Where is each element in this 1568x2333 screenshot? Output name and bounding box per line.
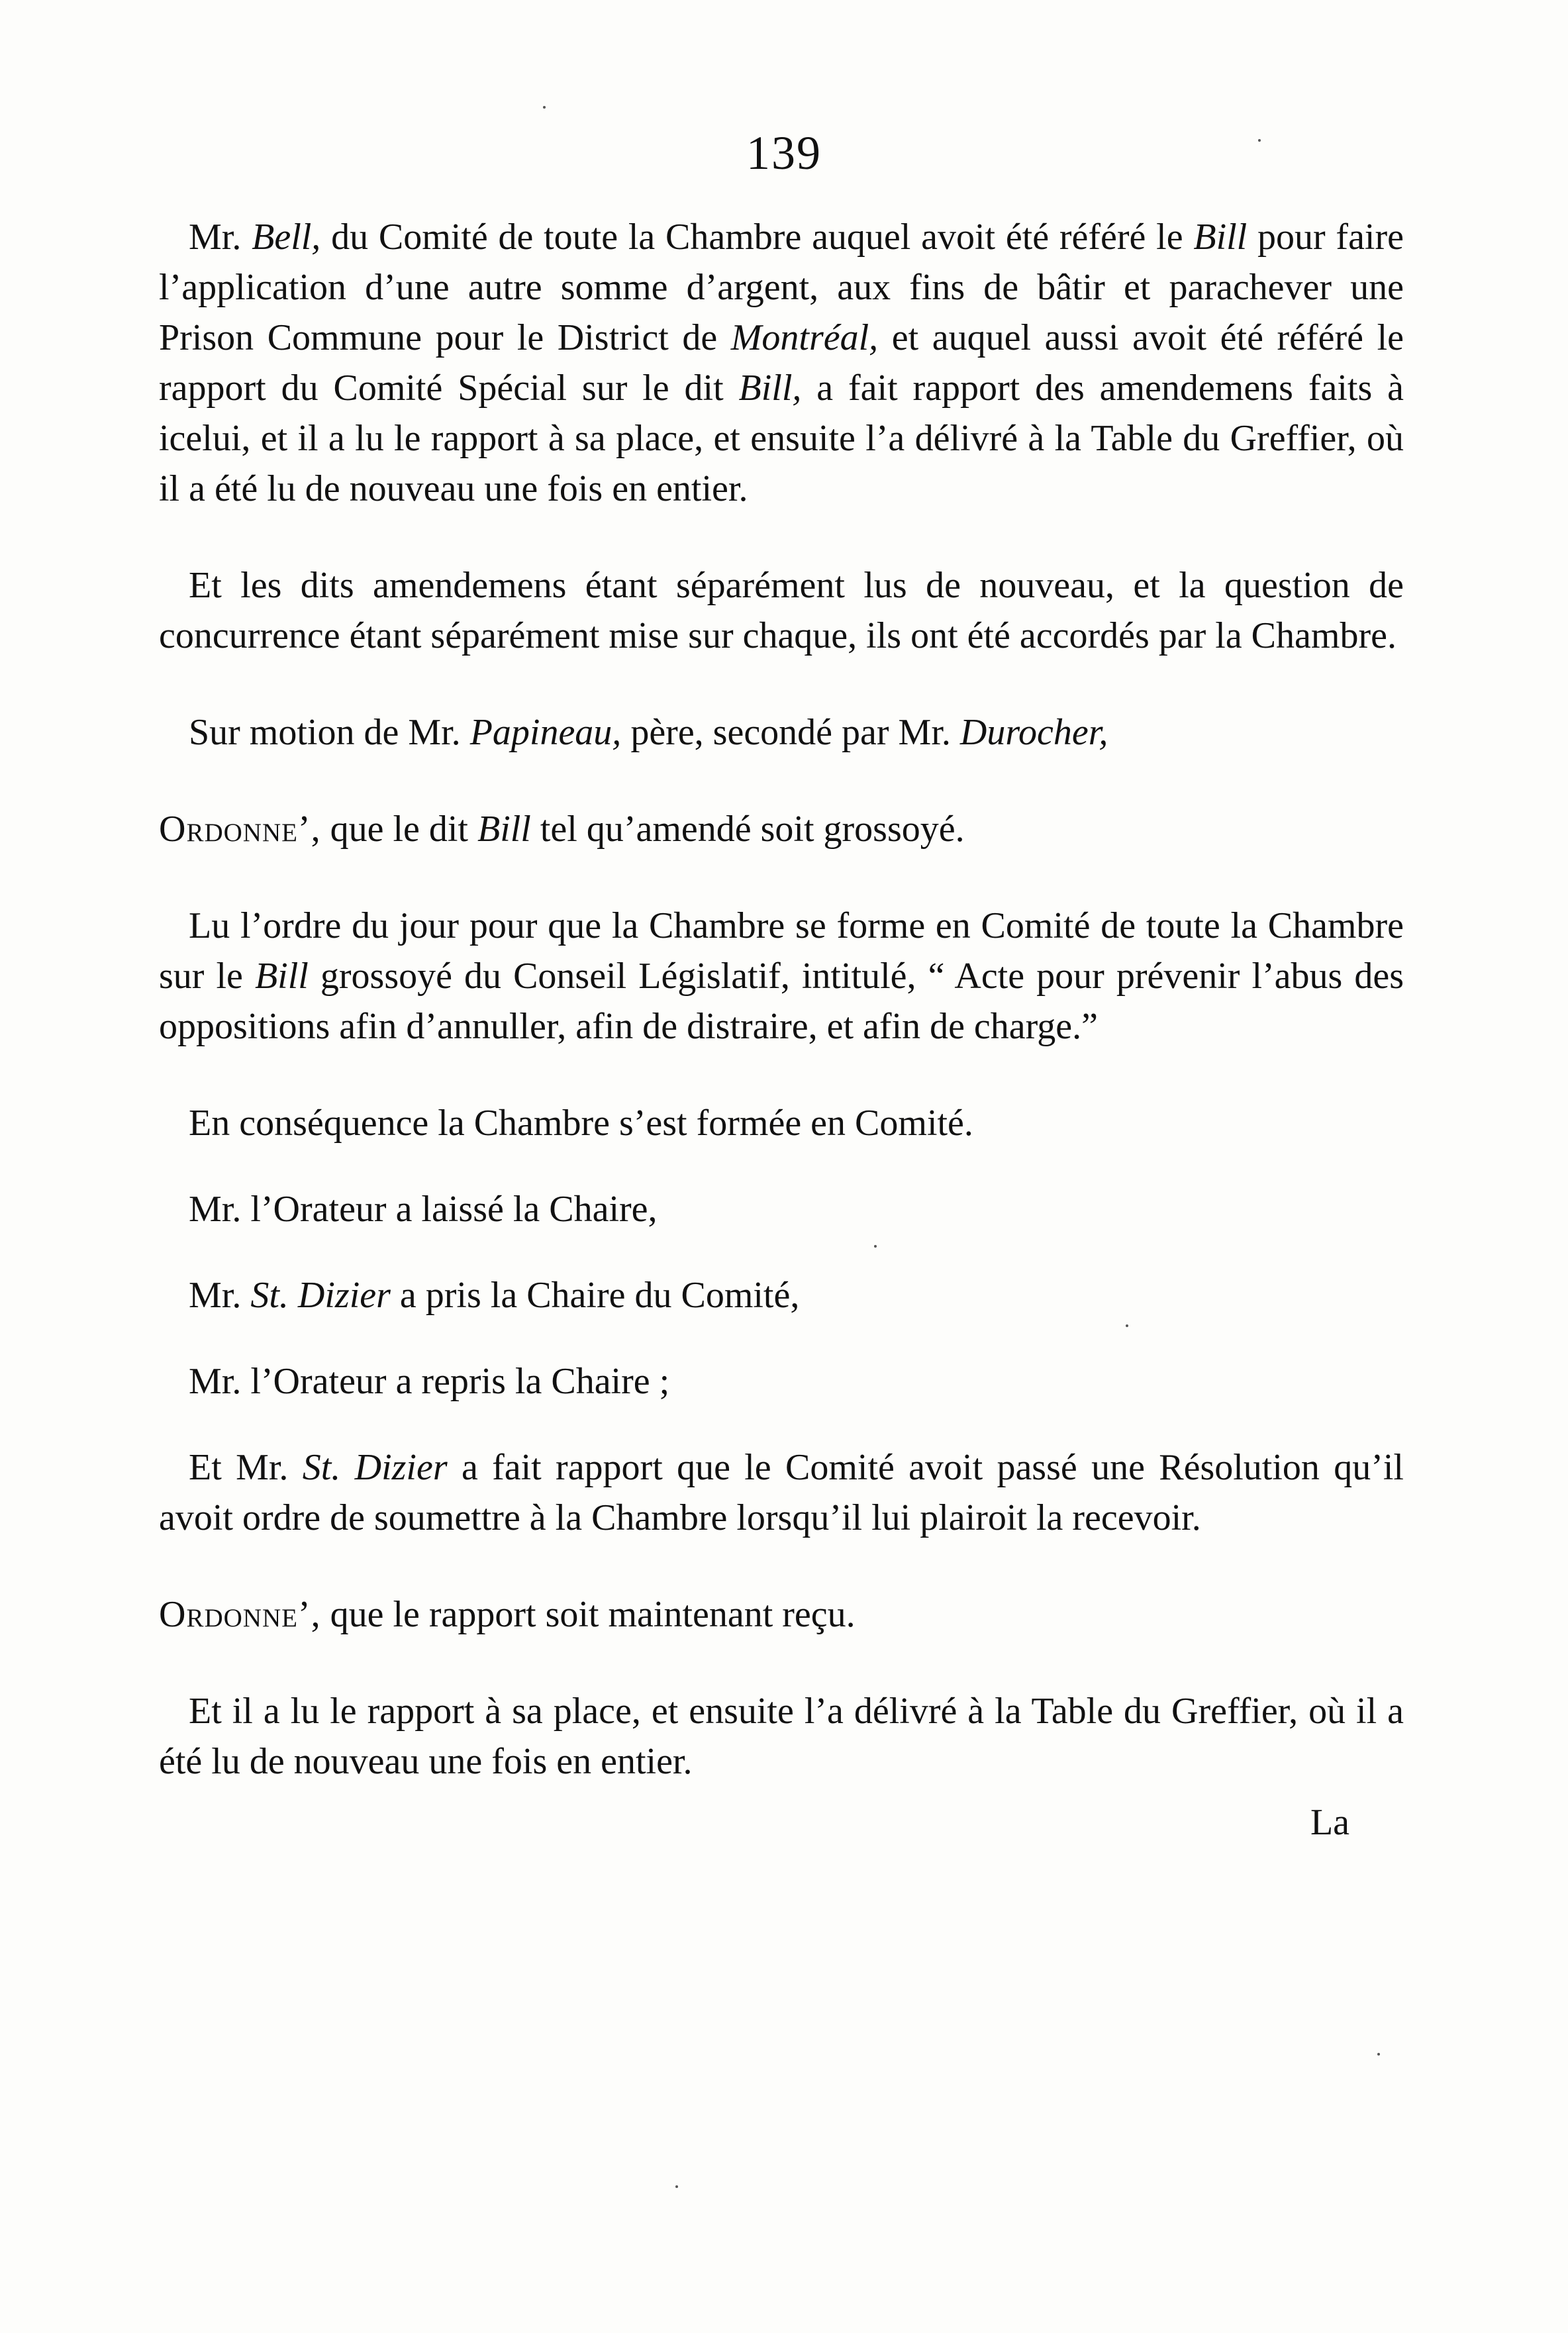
italic-term: St. Dizier bbox=[250, 1275, 391, 1316]
catchword: La bbox=[1310, 1802, 1349, 1843]
text-run: père, secondé par Mr. bbox=[621, 712, 960, 753]
ordonne-heading: Ordonne’, bbox=[159, 1594, 321, 1635]
text-run: Mr. bbox=[189, 1275, 251, 1316]
paragraph bbox=[159, 901, 1404, 1052]
text-run: Mr. bbox=[189, 217, 252, 258]
print-speck bbox=[675, 2185, 678, 2188]
page-number: 139 bbox=[746, 126, 822, 179]
italic-term: Papineau, bbox=[469, 712, 622, 753]
paragraph bbox=[159, 1184, 1404, 1234]
paragraph bbox=[159, 1442, 1404, 1543]
text-run: En conséquence la Chambre s’est formée en Comité. bbox=[189, 1103, 973, 1144]
print-speck bbox=[874, 1245, 877, 1248]
text-run: et auquel aussi avoit été référé le rapport du Comité Spécial sur le dit bbox=[159, 317, 1404, 409]
print-speck bbox=[1258, 139, 1261, 142]
paragraph bbox=[159, 212, 1404, 514]
text-run: grossoyé du Conseil Législatif, intitulé, “ Acte pour prévenir l’abus des oppositions afin d’annuller, afin de distraire, et afin de charge.” bbox=[159, 956, 1404, 1047]
text-run: tel qu’amendé soit grossoyé. bbox=[530, 809, 965, 850]
text-run: Mr. l’Orateur a laissé la Chaire, bbox=[189, 1189, 658, 1230]
text-run: Lu l’ordre du jour pour que la Chambre se forme en Comité de toute la Chambre sur le bbox=[159, 905, 1404, 997]
text-run: Et il a lu le rapport à sa place, et ensuite l’a délivré à la Table du Greffier, où il a été lu de nouveau une fois en entier. bbox=[159, 1691, 1404, 1782]
ordonne-heading: Ordonne’, bbox=[159, 809, 321, 850]
text-run: que le dit bbox=[320, 809, 477, 850]
print-speck bbox=[543, 106, 546, 109]
text-run: a fait rapport des amendemens faits à icelui, et il a lu le rapport à sa place, et ensuite l’a délivré à la Table du Greffier, où il a été lu de nouveau une fois en entier. bbox=[159, 368, 1404, 509]
print-speck bbox=[1126, 1324, 1128, 1327]
paragraph bbox=[159, 1270, 1404, 1320]
paragraph bbox=[159, 707, 1404, 758]
text-run: a pris la Chaire du Comité, bbox=[390, 1275, 800, 1316]
paragraph bbox=[159, 560, 1404, 661]
text-run: que le rapport soit maintenant reçu. bbox=[320, 1594, 856, 1635]
text-run: du Comité de toute la Chambre auquel avoit été référé le bbox=[320, 217, 1194, 258]
text-run: Sur motion de Mr. bbox=[189, 712, 470, 753]
print-speck bbox=[1377, 2053, 1380, 2056]
text-run: pour faire l’application d’une autre somme d’argent, aux fins de bâtir et parachever une Prison Commune pour le District de bbox=[159, 217, 1404, 358]
italic-term: Durocher, bbox=[959, 712, 1108, 753]
text-run: Et Mr. bbox=[189, 1447, 303, 1488]
italic-term: Montréal, bbox=[730, 317, 879, 358]
italic-term: Bill bbox=[1193, 217, 1248, 258]
italic-term: Bill bbox=[477, 809, 531, 850]
text-run: a fait rapport que le Comité avoit passé une Résolution qu’il avoit ordre de soumettre à la Chambre lorsqu’il lui plairoit la recevoir. bbox=[159, 1447, 1404, 1538]
paragraph bbox=[159, 1589, 1404, 1640]
italic-term: Bill bbox=[254, 956, 309, 997]
paragraph bbox=[159, 804, 1404, 854]
text-run: Mr. l’Orateur a repris la Chaire ; bbox=[189, 1361, 670, 1402]
paragraph bbox=[159, 1098, 1404, 1148]
italic-term: Bell, bbox=[252, 217, 321, 258]
text-run: Et les dits amendemens étant séparément lus de nouveau, et la question de concurrence étant séparément mise sur chaque, ils ont été accordés par la Chambre. bbox=[159, 565, 1404, 656]
italic-term: Bill, bbox=[738, 368, 802, 409]
body-text bbox=[159, 212, 1404, 1833]
paragraph bbox=[159, 1356, 1404, 1407]
italic-term: St. Dizier bbox=[302, 1447, 448, 1488]
paragraph bbox=[159, 1686, 1404, 1787]
